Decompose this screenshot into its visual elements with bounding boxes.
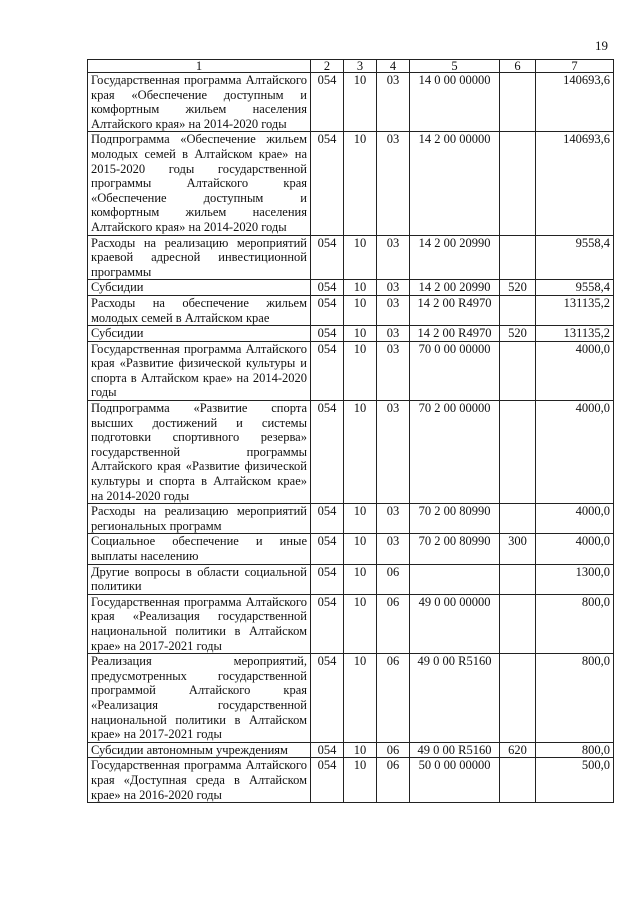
table-row	[88, 235, 614, 280]
row-code-3: 10	[344, 235, 377, 280]
row-code-3: 10	[344, 280, 377, 296]
row-amount: 140693,6	[536, 73, 614, 132]
row-code-4: 03	[377, 280, 410, 296]
table-row	[88, 401, 614, 504]
column-header: 3	[344, 60, 377, 73]
table-row	[88, 564, 614, 594]
row-code-2: 054	[311, 295, 344, 325]
row-code-6	[500, 758, 536, 803]
table-row	[88, 132, 614, 235]
page-number: 19	[595, 38, 608, 53]
row-code-6	[500, 341, 536, 400]
row-code-6	[500, 295, 536, 325]
row-code-4: 06	[377, 654, 410, 743]
row-code-5: 70 2 00 80990	[410, 534, 500, 564]
row-code-5: 14 0 00 00000	[410, 73, 500, 132]
budget-table	[87, 59, 614, 803]
row-amount: 4000,0	[536, 534, 614, 564]
row-code-4: 03	[377, 401, 410, 504]
row-code-3: 10	[344, 594, 377, 653]
row-code-2: 054	[311, 654, 344, 743]
row-name: Реализация мероприятий, предусмотренных государственной программой Алтайского края «Реализация государственной национальной политики в Алтайском крае» на 2017-2021 годы	[88, 654, 311, 743]
row-code-5: 49 0 00 R5160	[410, 654, 500, 743]
row-code-2: 054	[311, 235, 344, 280]
row-code-6	[500, 504, 536, 534]
row-code-2: 054	[311, 758, 344, 803]
row-code-5: 14 2 00 R4970	[410, 326, 500, 342]
row-amount: 131135,2	[536, 295, 614, 325]
row-code-4: 03	[377, 326, 410, 342]
row-code-3: 10	[344, 758, 377, 803]
row-name: Государственная программа Алтайского края «Развитие физической культуры и спорта в Алтайском крае» на 2014-2020 годы	[88, 341, 311, 400]
row-amount: 9558,4	[536, 235, 614, 280]
row-code-3: 10	[344, 295, 377, 325]
table-row	[88, 341, 614, 400]
row-code-4: 03	[377, 235, 410, 280]
row-code-4: 03	[377, 132, 410, 235]
row-amount: 9558,4	[536, 280, 614, 296]
row-code-5: 14 2 00 20990	[410, 235, 500, 280]
row-amount: 131135,2	[536, 326, 614, 342]
row-code-2: 054	[311, 280, 344, 296]
row-name: Субсидии автономным учреждениям	[88, 742, 311, 758]
row-code-2: 054	[311, 742, 344, 758]
row-code-5: 70 2 00 80990	[410, 504, 500, 534]
row-code-6: 520	[500, 326, 536, 342]
row-code-6: 300	[500, 534, 536, 564]
table-row	[88, 654, 614, 743]
row-code-5: 70 2 00 00000	[410, 401, 500, 504]
row-name: Расходы на обеспечение жильем молодых семей в Алтайском крае	[88, 295, 311, 325]
table-header-row	[88, 60, 614, 73]
row-code-2: 054	[311, 341, 344, 400]
row-code-5: 49 0 00 00000	[410, 594, 500, 653]
row-name: Субсидии	[88, 326, 311, 342]
row-code-2: 054	[311, 504, 344, 534]
row-code-2: 054	[311, 594, 344, 653]
row-code-3: 10	[344, 504, 377, 534]
column-header: 6	[500, 60, 536, 73]
row-amount: 800,0	[536, 742, 614, 758]
row-code-3: 10	[344, 73, 377, 132]
row-amount: 4000,0	[536, 401, 614, 504]
row-code-3: 10	[344, 564, 377, 594]
row-code-6	[500, 73, 536, 132]
table-row	[88, 504, 614, 534]
row-name: Другие вопросы в области социальной политики	[88, 564, 311, 594]
row-code-3: 10	[344, 132, 377, 235]
row-name: Государственная программа Алтайского края «Реализация государственной национальной политики в Алтайском крае» на 2017-2021 годы	[88, 594, 311, 653]
column-header: 5	[410, 60, 500, 73]
table-row	[88, 742, 614, 758]
row-code-2: 054	[311, 534, 344, 564]
row-name: Расходы на реализацию мероприятий региональных программ	[88, 504, 311, 534]
row-code-2: 054	[311, 73, 344, 132]
row-code-4: 06	[377, 742, 410, 758]
table-row	[88, 280, 614, 296]
row-amount: 4000,0	[536, 504, 614, 534]
row-code-4: 03	[377, 504, 410, 534]
table-row	[88, 326, 614, 342]
row-code-3: 10	[344, 742, 377, 758]
row-code-4: 03	[377, 73, 410, 132]
row-code-4: 06	[377, 594, 410, 653]
row-code-3: 10	[344, 326, 377, 342]
row-name: Подпрограмма «Развитие спорта высших достижений и системы подготовки спортивного резерва» государственной программы Алтайского края «Развитие физической культуры и спорта в Алтайском крае» на 2014-2020 годы	[88, 401, 311, 504]
table-row	[88, 534, 614, 564]
row-code-2: 054	[311, 326, 344, 342]
row-code-2: 054	[311, 564, 344, 594]
row-amount: 500,0	[536, 758, 614, 803]
column-header: 2	[311, 60, 344, 73]
row-code-2: 054	[311, 132, 344, 235]
row-amount: 800,0	[536, 654, 614, 743]
row-code-5: 70 0 00 00000	[410, 341, 500, 400]
row-code-3: 10	[344, 654, 377, 743]
row-code-4: 03	[377, 295, 410, 325]
column-header: 4	[377, 60, 410, 73]
row-code-5	[410, 564, 500, 594]
row-code-6: 620	[500, 742, 536, 758]
row-name: Социальное обеспечение и иные выплаты населению	[88, 534, 311, 564]
column-header: 7	[536, 60, 614, 73]
table-row	[88, 295, 614, 325]
row-name: Государственная программа Алтайского края «Доступная среда в Алтайском крае» на 2016-2020 годы	[88, 758, 311, 803]
row-code-6	[500, 132, 536, 235]
row-amount: 140693,6	[536, 132, 614, 235]
row-code-2: 054	[311, 401, 344, 504]
row-amount: 4000,0	[536, 341, 614, 400]
column-header: 1	[88, 60, 311, 73]
row-name: Государственная программа Алтайского края «Обеспечение доступным и комфортным жильем населения Алтайского края» на 2014-2020 годы	[88, 73, 311, 132]
row-code-3: 10	[344, 401, 377, 504]
row-code-5: 50 0 00 00000	[410, 758, 500, 803]
row-code-6	[500, 594, 536, 653]
row-code-5: 14 2 00 00000	[410, 132, 500, 235]
row-code-5: 14 2 00 20990	[410, 280, 500, 296]
row-code-6	[500, 654, 536, 743]
row-code-6	[500, 564, 536, 594]
row-code-3: 10	[344, 341, 377, 400]
table-row	[88, 758, 614, 803]
row-code-6: 520	[500, 280, 536, 296]
row-code-4: 03	[377, 534, 410, 564]
row-name: Подпрограмма «Обеспечение жильем молодых семей в Алтайском крае» на 2015-2020 годы государственной программы Алтайского края «Обеспечение доступным и комфортным жильем населения Алтайского края» на 2014-2020 годы	[88, 132, 311, 235]
row-code-5: 14 2 00 R4970	[410, 295, 500, 325]
table-row	[88, 594, 614, 653]
row-name: Субсидии	[88, 280, 311, 296]
row-name: Расходы на реализацию мероприятий краевой адресной инвестиционной программы	[88, 235, 311, 280]
row-code-6	[500, 235, 536, 280]
row-code-4: 03	[377, 341, 410, 400]
row-code-4: 06	[377, 758, 410, 803]
row-amount: 1300,0	[536, 564, 614, 594]
row-code-5: 49 0 00 R5160	[410, 742, 500, 758]
row-code-6	[500, 401, 536, 504]
row-code-4: 06	[377, 564, 410, 594]
row-code-3: 10	[344, 534, 377, 564]
table-row	[88, 73, 614, 132]
row-amount: 800,0	[536, 594, 614, 653]
